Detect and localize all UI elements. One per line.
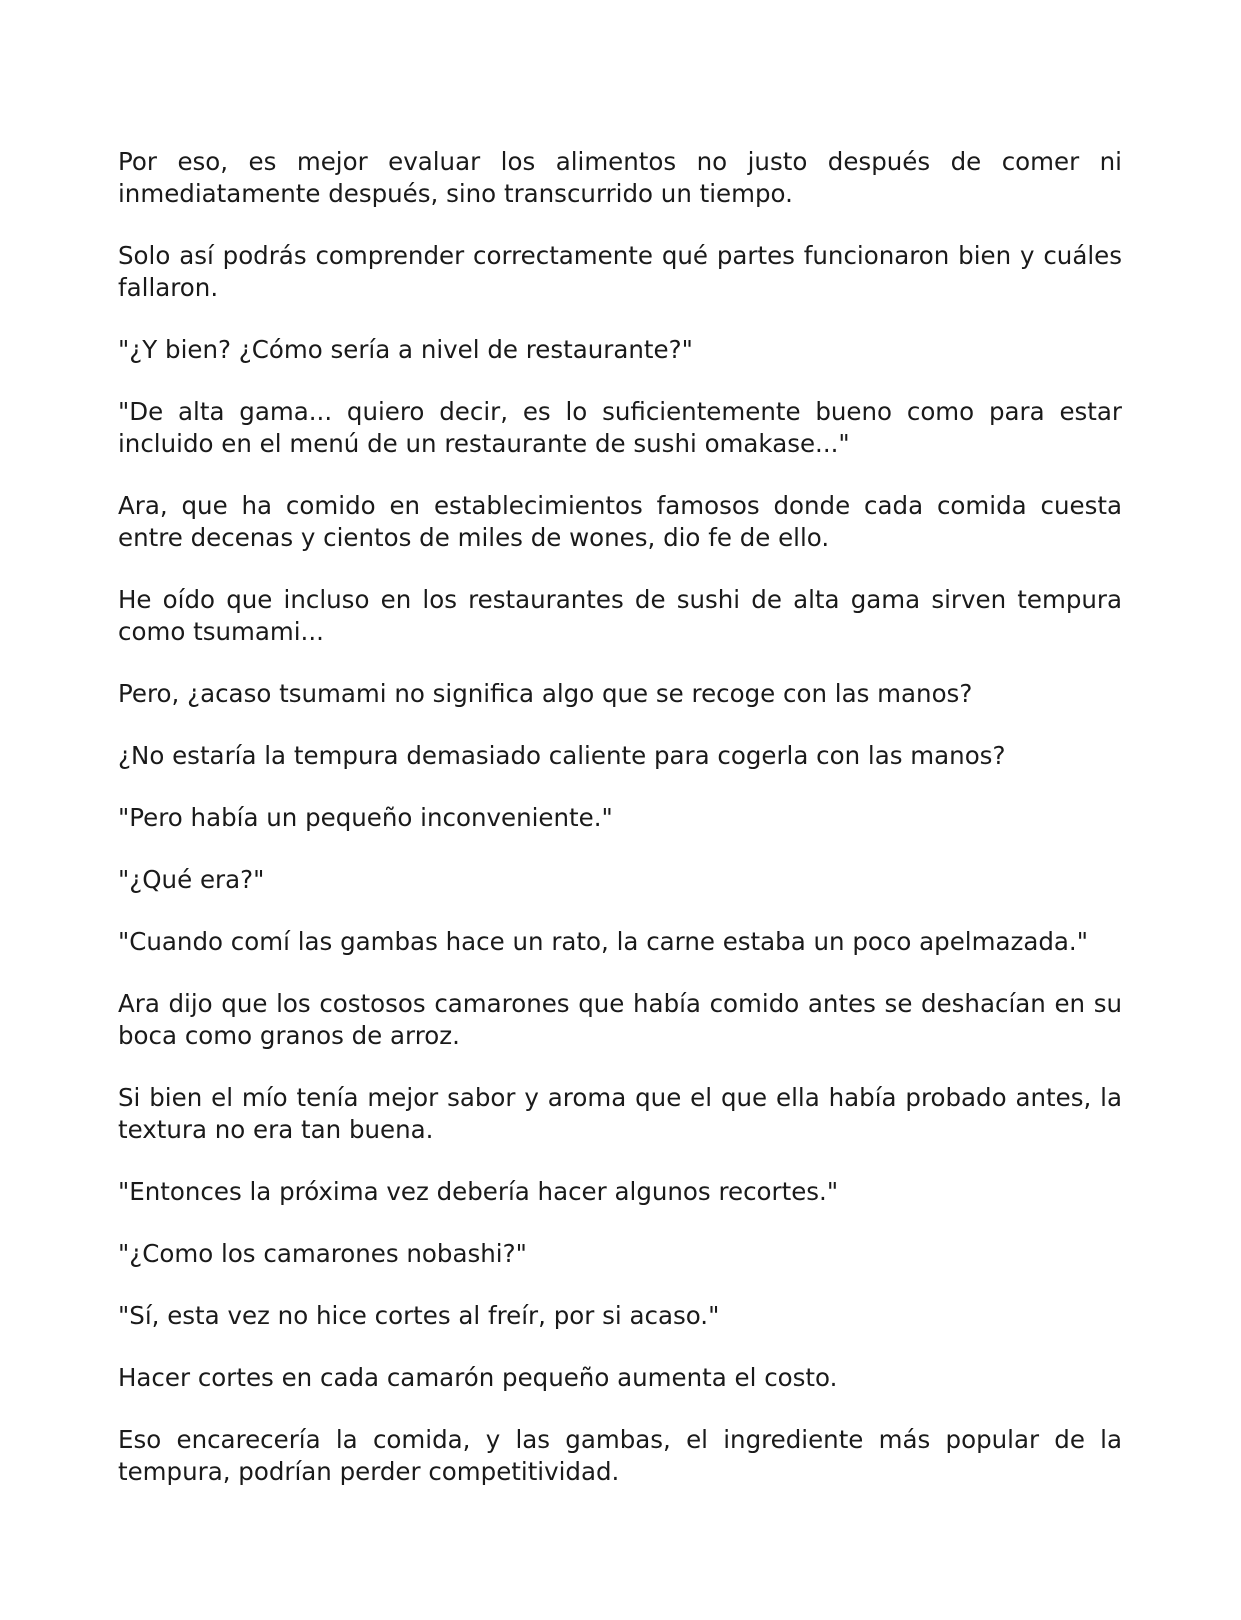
paragraph-6: He oído que incluso en los restaurantes de sushi de alta gama sirven tempura como tsumami... <box>118 585 1122 646</box>
paragraph-3: "¿Y bien? ¿Cómo sería a nivel de restaurante?" <box>118 335 693 364</box>
paragraph-17: Hacer cortes en cada camarón pequeño aumenta el costo. <box>118 1363 838 1392</box>
paragraph-14: "Entonces la próxima vez debería hacer algunos recortes." <box>118 1177 839 1206</box>
paragraph-9: "Pero había un pequeño inconveniente." <box>118 803 613 832</box>
paragraph-1: Por eso, es mejor evaluar los alimentos no justo después de comer ni inmediatamente después, sino transcurrido un tiempo. <box>118 147 1122 208</box>
paragraph-12: Ara dijo que los costosos camarones que había comido antes se deshacían en su boca como granos de arroz. <box>118 989 1122 1050</box>
paragraph-16: "Sí, esta vez no hice cortes al freír, por si acaso." <box>118 1301 720 1330</box>
document-page <box>118 146 1122 1518</box>
paragraph-13: Si bien el mío tenía mejor sabor y aroma que el que ella había probado antes, la textura no era tan buena. <box>118 1083 1122 1144</box>
paragraph-10: "¿Qué era?" <box>118 865 265 894</box>
paragraph-15: "¿Como los camarones nobashi?" <box>118 1239 527 1268</box>
paragraph-11: "Cuando comí las gambas hace un rato, la carne estaba un poco apelmazada." <box>118 927 1088 956</box>
paragraph-5: Ara, que ha comido en establecimientos famosos donde cada comida cuesta entre decenas y cientos de miles de wones, dio fe de ello. <box>118 491 1122 552</box>
paragraph-4: "De alta gama... quiero decir, es lo suficientemente bueno como para estar incluido en el menú de un restaurante de sushi omakase..." <box>118 397 1122 458</box>
paragraph-2: Solo así podrás comprender correctamente qué partes funcionaron bien y cuáles fallaron. <box>118 241 1122 302</box>
paragraph-7: Pero, ¿acaso tsumami no significa algo que se recoge con las manos? <box>118 679 973 708</box>
paragraph-8: ¿No estaría la tempura demasiado caliente para cogerla con las manos? <box>118 741 1006 770</box>
paragraph-18: Eso encarecería la comida, y las gambas, el ingrediente más popular de la tempura, podrían perder competitividad. <box>118 1425 1122 1486</box>
